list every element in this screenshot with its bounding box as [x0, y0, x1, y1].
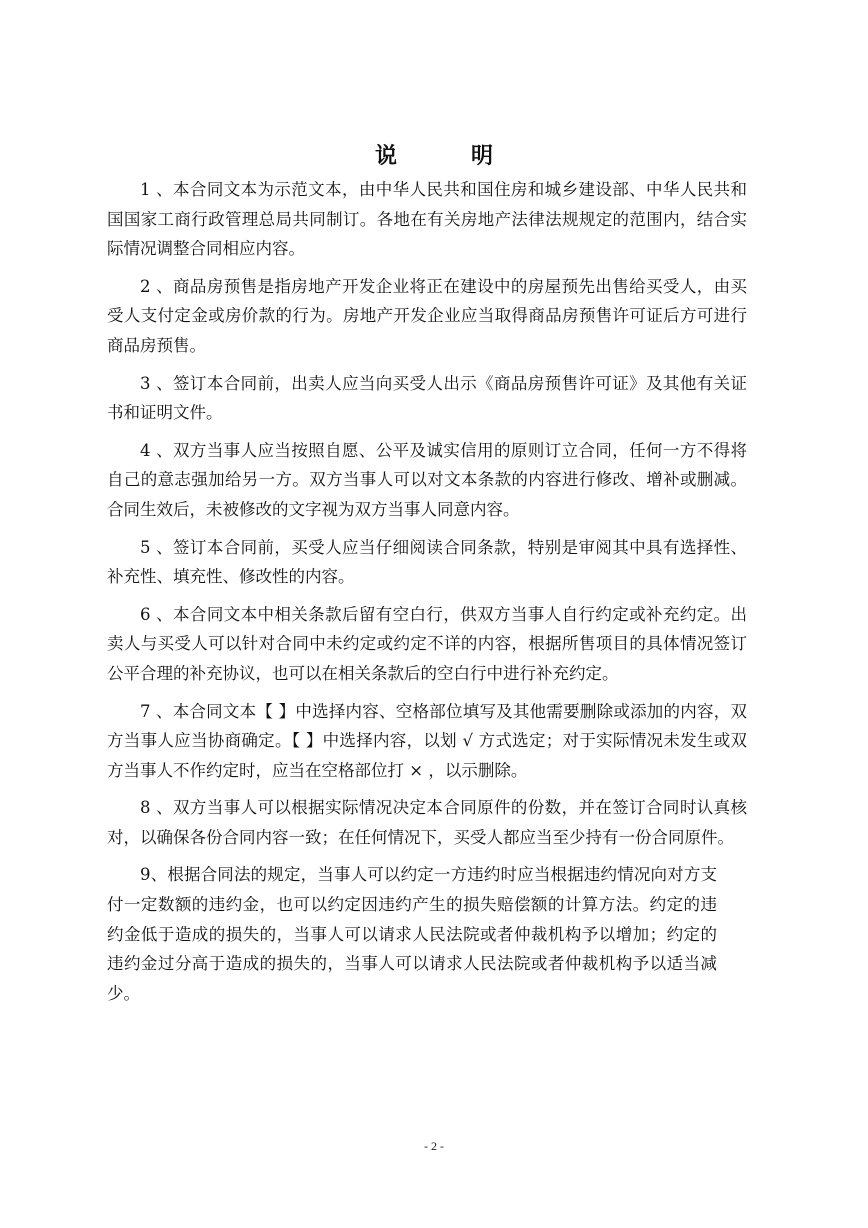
instruction-paragraph-2: 2 、商品房预售是指房地产开发企业将正在建设中的房屋预先出售给买受人，由买受人支付定金或房价款的行为。房地产开发企业应当取得商品房预售许可证后方可进行商品房预售。	[107, 276, 747, 355]
instruction-paragraph-3: 3 、签订本合同前，出卖人应当向买受人出示《商品房预售许可证》及其他有关证书和证明文件。	[107, 373, 747, 423]
instruction-paragraph-8: 8 、双方当事人可以根据实际情况决定本合同原件的份数，并在签订合同时认真核对，以确保各份合同内容一致；在任何情况下，买受人都应当至少持有一份合同原件。	[107, 798, 747, 847]
page-title: 说 明	[374, 143, 519, 169]
instruction-paragraph-1: 1 、本合同文本为示范文本，由中华人民共和国住房和城乡建设部、中华人民共和国国家工商行政管理总局共同制订。各地在有关房地产法律法规规定的范围内，结合实际情况调整合同相应内容。	[107, 180, 747, 259]
instruction-paragraph-5: 5 、签订本合同前，买受人应当仔细阅读合同条款，特别是审阅其中具有选择性、补充性、填充性、修改性的内容。	[107, 537, 747, 587]
instruction-paragraph-7: 7 、本合同文本【 】中选择内容、空格部位填写及其他需要删除或添加的内容，双方当事人应当协商确定。【 】中选择内容，以划 √ 方式选定；对于实际情况未发生或双方当事人不作约定时，应当在空格部位打 × ，以示删除。	[107, 701, 747, 780]
instruction-paragraph-9: 9、根据合同法的规定，当事人可以约定一方违约时应当根据违约情况向对方支付一定数额的违约金，也可以约定因违约产生的损失赔偿额的计算方法。约定的违约金低于造成的损失的，当事人可以请求人民法院或者仲裁机构予以增加；约定的违约金过分高于造成的损失的，当事人可以请求人民法院或者仲裁机构予以适当减少。	[107, 865, 717, 1003]
instruction-paragraph-4: 4 、双方当事人应当按照自愿、公平及诚实信用的原则订立合同，任何一方不得将自己的意志强加给另一方。双方当事人可以对文本条款的内容进行修改、增补或删减。合同生效后，未被修改的文字视为双方当事人同意内容。	[107, 440, 747, 519]
page-number: - 2 -	[424, 1139, 444, 1153]
instructions-body	[107, 175, 747, 1016]
instruction-paragraph-6: 6 、本合同文本中相关条款后留有空白行，供双方当事人自行约定或补充约定。出卖人与买受人可以针对合同中未约定或约定不详的内容，根据所售项目的具体情况签订公平合理的补充协议，也可以在相关条款后的空白行中进行补充约定。	[107, 604, 747, 683]
